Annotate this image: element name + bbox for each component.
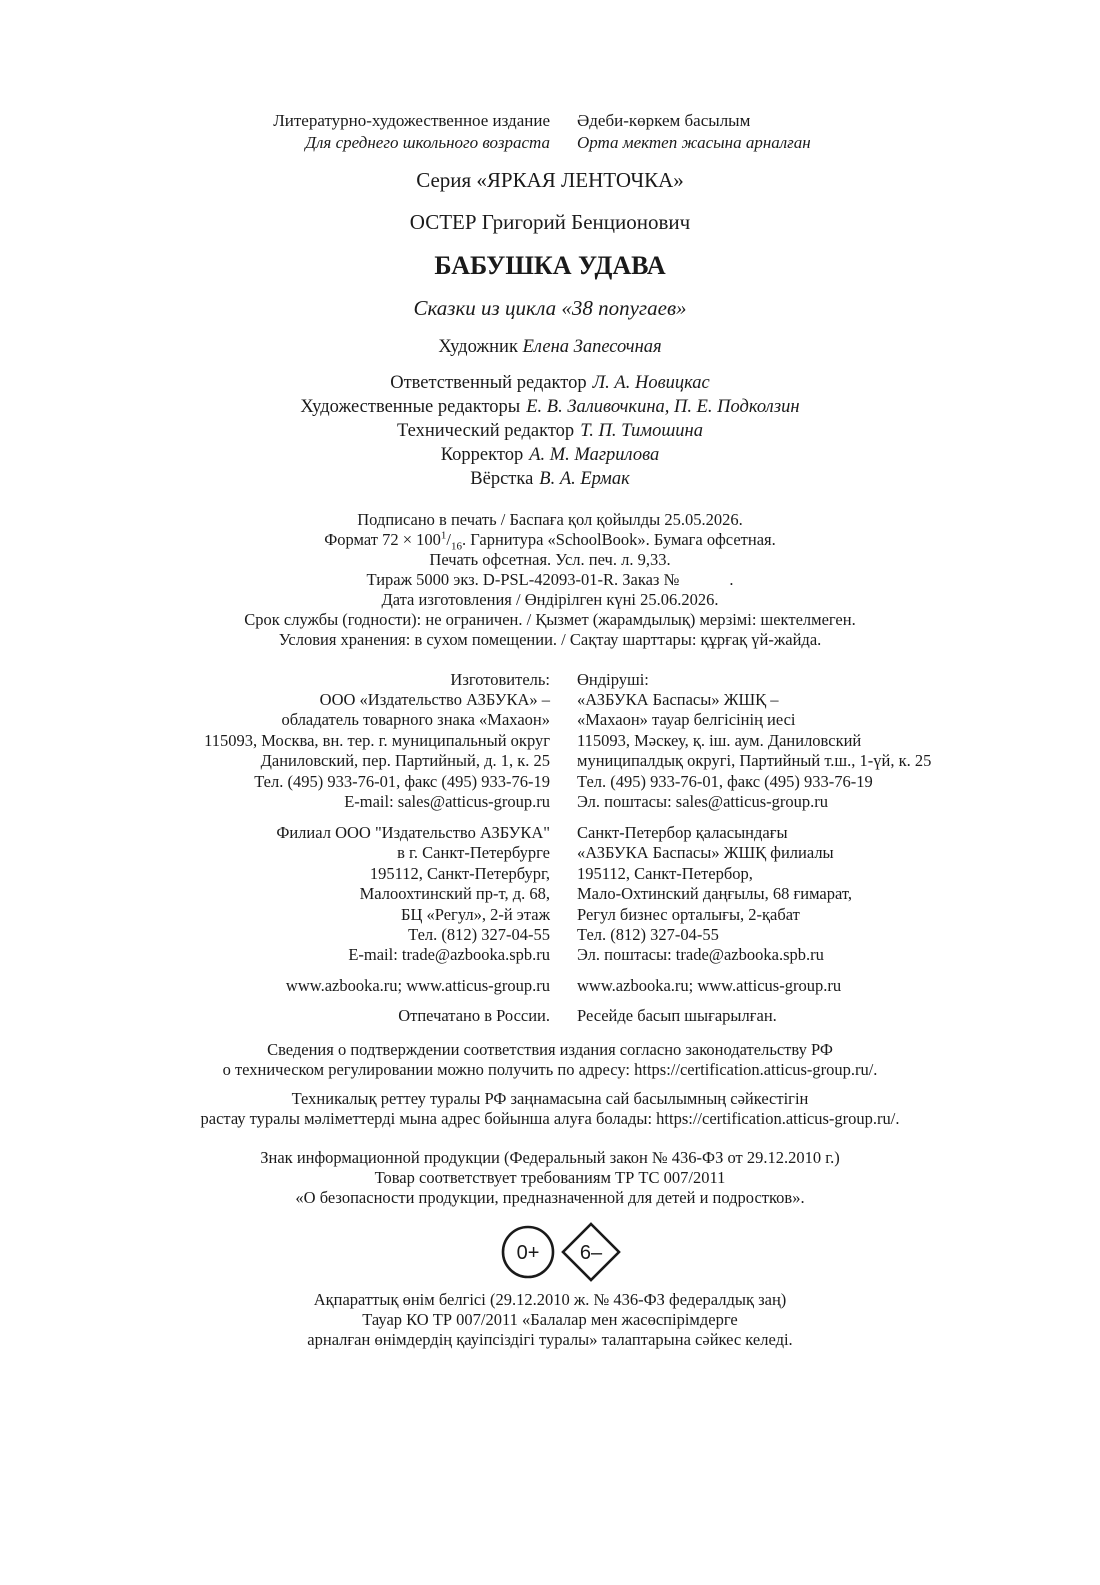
credit-name: Е. В. Заливочкина, П. Е. Подколзин	[526, 397, 800, 417]
format-numerator: 1	[440, 529, 447, 542]
info-sign-ru-line: Знак информационной продукции (Федеральный закон № 436-ФЗ от 29.12.2010 г.)	[260, 1148, 840, 1167]
signed-to-print: Подписано в печать / Баспаға қол қойылды 25.05.2026.	[357, 510, 743, 529]
illustrator-line	[0, 335, 1100, 359]
manufacturer-ru-line: ООО «Издательство АЗБУКА» –	[319, 690, 550, 709]
branch-kz-line: 195112, Санкт-Петербор,	[577, 864, 753, 883]
certification-ru-line: Сведения о подтверждении соответствия издания согласно законодательству РФ	[267, 1040, 833, 1059]
service-life: Срок службы (годности): не ограничен. / Қызмет (жарамдылық) мерзімі: шектелмеген.	[244, 610, 856, 629]
credit-name: Л. А. Новицкас	[592, 373, 710, 393]
storage-conditions: Условия хранения: в сухом помещении. / Сақтау шарттары: құрғақ үй-жайда.	[278, 630, 822, 649]
certification-kz-line: Техникалық реттеу туралы РФ заңнамасына сай басылымның сәйкестігін	[291, 1089, 809, 1108]
branch-kz-email: Эл. поштасы: trade@azbooka.spb.ru	[577, 945, 824, 964]
format-prefix: Формат 72 × 100	[324, 530, 441, 549]
manufacturer-ru-line: Тел. (495) 933-76-01, факс (495) 933-76-19	[254, 772, 550, 791]
manufacturer-ru-line: Даниловский, пер. Партийный, д. 1, к. 25	[260, 751, 550, 770]
branch-kz-line: Мало-Охтинский даңғылы, 68 ғимарат,	[577, 884, 852, 903]
branch-ru-email: E-mail: trade@azbooka.spb.ru	[348, 945, 550, 964]
age-group-ru: Для среднего школьного возраста	[305, 133, 550, 152]
printed-in-kz: Ресейде басып шығарылған.	[577, 1006, 777, 1025]
credit-role: Ответственный редактор	[390, 373, 587, 393]
websites-kz: www.azbooka.ru; www.atticus-group.ru	[577, 976, 842, 995]
branch-ru-line: Малоохтинский пр-т, д. 68,	[359, 884, 550, 903]
credit-role: Технический редактор	[397, 421, 575, 441]
edition-type-kz: Әдеби-көркем басылым	[577, 111, 751, 130]
branch-kz-line: Санкт-Петербор қаласындағы	[577, 823, 788, 842]
manufacturer-kz-line: Өндіруші:	[577, 670, 649, 689]
print-run-line	[0, 570, 1100, 590]
illustrator-label: Художник	[438, 337, 518, 357]
manufacture-date: Дата изготовления / Өндірілген күні 25.06.2026.	[381, 590, 719, 609]
age-group-kz: Орта мектеп жасына арналған	[577, 133, 811, 152]
manufacturer-ru-email: E-mail: sales@atticus-group.ru	[344, 792, 550, 811]
manufacturer-kz-line: 115093, Мәскеу, қ. іш. аум. Даниловский	[577, 731, 862, 750]
info-sign-ru-line: «О безопасности продукции, предназначенной для детей и подростков».	[295, 1188, 805, 1207]
printed-in-ru: Отпечатано в России.	[398, 1006, 550, 1025]
edition-type-ru: Литературно-художественное издание	[273, 111, 550, 130]
manufacturer-kz-line: «Махаон» тауар белгісінің иесі	[577, 710, 796, 729]
manufacturer-ru-line: Изготовитель:	[450, 670, 550, 689]
book-title: БАБУШКА УДАВА	[434, 251, 666, 280]
author-line: ОСТЕР Григорий Бенционович	[409, 210, 691, 234]
branch-kz-line: Регул бизнес орталығы, 2-қабат	[577, 905, 800, 924]
branch-kz-line: «АЗБУКА Баспасы» ЖШҚ филиалы	[577, 843, 834, 862]
certification-ru-line: о техническом регулировании можно получить по адресу: https://certification.atticus-group.ru/.	[222, 1060, 878, 1079]
manufacturer-ru-line: обладатель товарного знака «Махаон»	[281, 710, 550, 729]
manufacturer-kz-email: Эл. поштасы: sales@atticus-group.ru	[577, 792, 828, 811]
printing-line: Печать офсетная. Усл. печ. л. 9,33.	[429, 550, 671, 569]
credit-line	[0, 419, 1100, 443]
credit-line	[0, 467, 1100, 491]
branch-ru-line: Филиал ООО "Издательство АЗБУКА"	[276, 823, 550, 842]
manufacturer-kz-line: Тел. (495) 933-76-01, факс (495) 933-76-19	[577, 772, 873, 791]
circle-badge-text: 0+	[516, 1242, 540, 1264]
branch-ru-line: Тел. (812) 327-04-55	[408, 925, 550, 944]
diamond-badge-text: 6–	[579, 1242, 603, 1264]
age-rating-badges	[500, 1221, 628, 1283]
info-sign-kz-line: Ақпараттық өнім белгісі (29.12.2010 ж. № 436-ФЗ федералдық заң)	[313, 1290, 787, 1309]
series-line: Серия «ЯРКАЯ ЛЕНТОЧКА»	[416, 168, 684, 192]
credit-role: Художественные редакторы	[300, 397, 521, 417]
age-rating-svg	[500, 1221, 628, 1283]
credit-role: Корректор	[440, 445, 524, 465]
credit-role: Вёрстка	[470, 469, 534, 489]
format-line: Формат $72 \times 100^1/_{16}$. Гарнитура «SchoolBook». Бумага офсетная.	[324, 529, 776, 553]
credit-line	[0, 395, 1100, 419]
certification-kz-line: растау туралы мәліметтерді мына адрес бойынша алуға болады: https://certification.atticus-group.ru/.	[200, 1109, 900, 1128]
manufacturer-kz-line: «АЗБУКА Баспасы» ЖШҚ –	[577, 690, 779, 709]
branch-kz-line: Тел. (812) 327-04-55	[577, 925, 719, 944]
print-run-end: .	[729, 570, 734, 589]
credit-name: В. А. Ермак	[539, 469, 630, 489]
branch-ru-line: в г. Санкт-Петербурге	[397, 843, 550, 862]
manufacturer-ru-line: 115093, Москва, вн. тер. г. муниципальный округ	[204, 731, 550, 750]
format-suffix: . Гарнитура «SchoolBook». Бумага офсетная.	[462, 530, 776, 549]
illustrator-name: Елена Запесочная	[522, 337, 662, 357]
info-sign-kz-line: Тауар КО ТР 007/2011 «Балалар мен жасөспірімдерге	[362, 1310, 738, 1329]
manufacturer-kz-line: муниципалдық округі, Партийный т.ш., 1-үй, к. 25	[577, 751, 932, 770]
credit-line	[0, 371, 1100, 395]
websites-ru: www.azbooka.ru; www.atticus-group.ru	[285, 976, 550, 995]
credit-line	[0, 443, 1100, 467]
info-sign-ru-line: Товар соответствует требованиям ТР ТС 007/2011	[374, 1168, 726, 1187]
branch-ru-line: 195112, Санкт-Петербург,	[369, 864, 550, 883]
info-sign-kz-line: арналған өнімдердің қауіпсіздігі туралы» талаптарына сәйкес келеді.	[307, 1330, 793, 1349]
book-subtitle: Сказки из цикла «38 попугаев»	[413, 296, 687, 320]
credit-name: А. М. Магрилова	[529, 445, 660, 465]
credit-name: Т. П. Тимошина	[580, 421, 703, 441]
print-run: Тираж 5000 экз. D-PSL-42093-01-R. Заказ №	[366, 570, 680, 589]
branch-ru-line: БЦ «Регул», 2-й этаж	[401, 905, 550, 924]
format-denominator: 16	[451, 540, 462, 553]
